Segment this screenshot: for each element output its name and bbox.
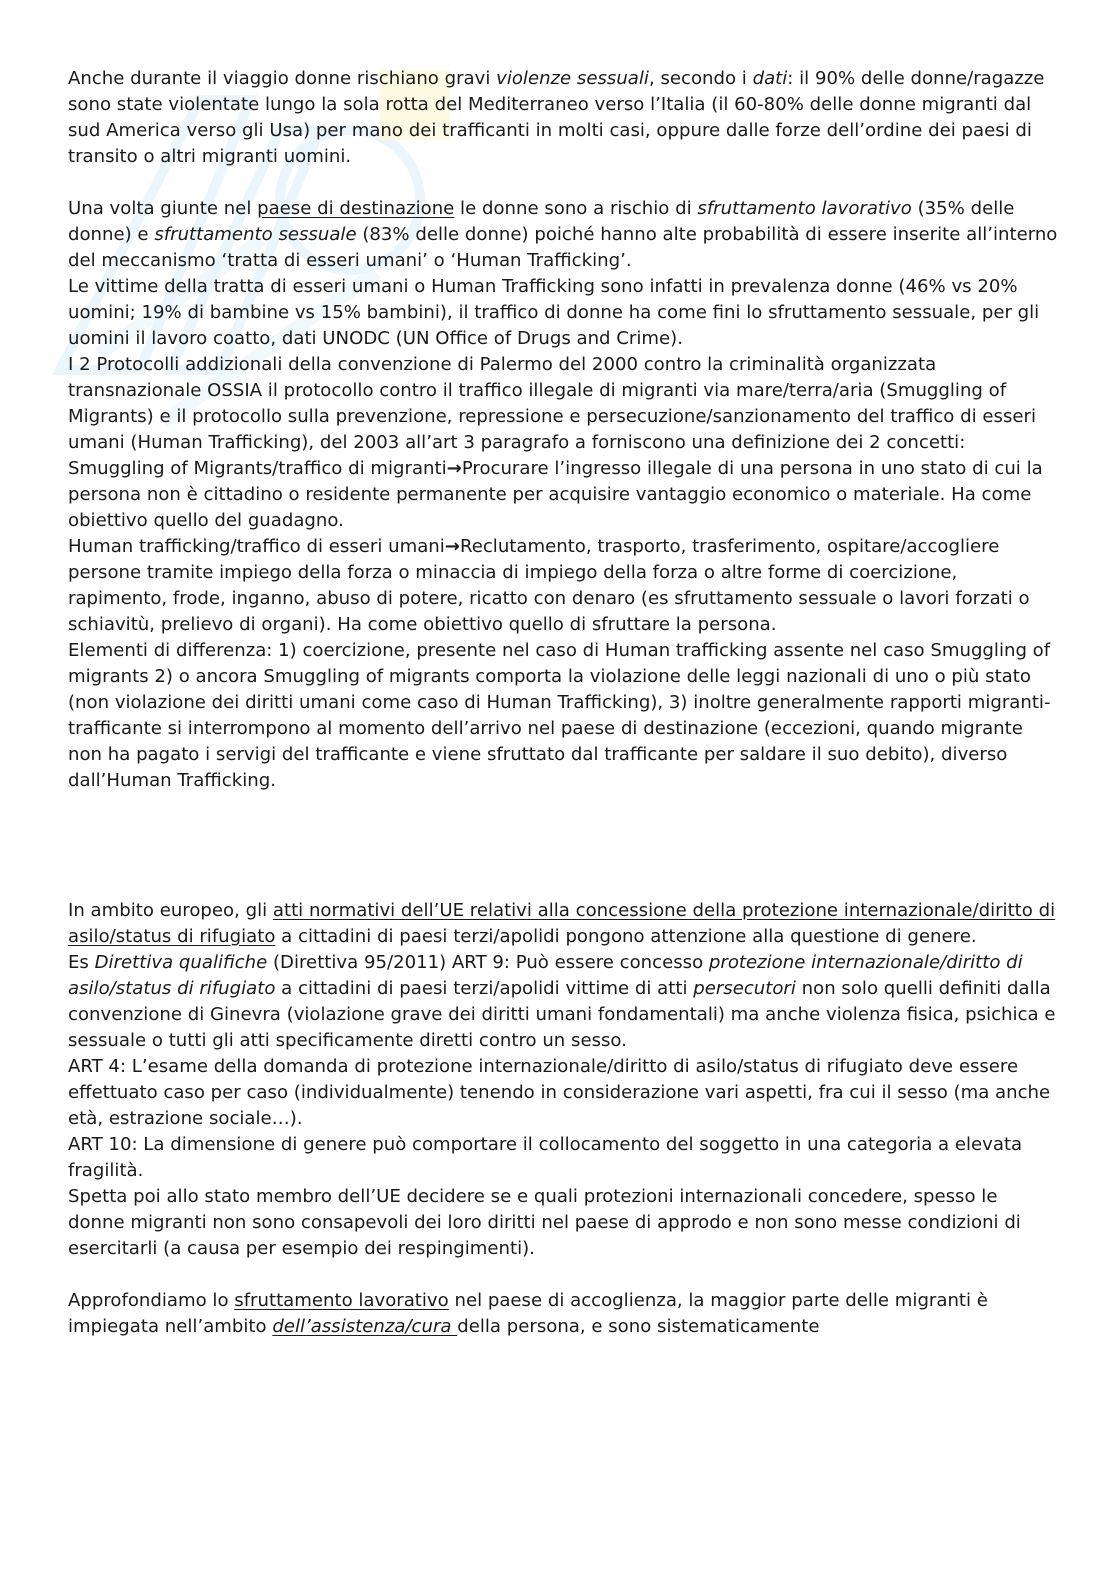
text-run-italic: protezione internazionale/diritto di asilo/status di rifugiato bbox=[68, 952, 1023, 999]
text-run-italic: violenze sessuali bbox=[496, 68, 649, 89]
text-run: : il 90% delle donne/ragazze sono state violentate lungo la sola rotta del Mediterraneo verso l’Italia (il 60-80% delle donne migranti dal sud America verso gli Usa) per mano dei trafficanti in molti casi, oppure dalle forze dell’ordine dei paesi di transito o altri migranti uomini. bbox=[68, 68, 1045, 167]
paragraph-art-10: ART 10: La dimensione di genere può comportare il collocamento del soggetto in una categoria a elevata fragilità. bbox=[68, 1134, 1023, 1181]
text-run: Una volta giunte nel bbox=[68, 198, 258, 219]
paragraph-destination-risks bbox=[68, 196, 1058, 274]
text-run: a cittadini di paesi terzi/apolidi pongono attenzione alla questione di genere. bbox=[275, 926, 977, 947]
text-run: a cittadini di paesi terzi/apolidi vittime di atti bbox=[275, 978, 694, 999]
text-run: della persona, e sono sistematicamente bbox=[457, 1316, 820, 1337]
text-run-underlined: atti normativi dell’UE relativi alla concessione della protezione internazionale/diritto di asilo/status di rifugiato bbox=[68, 900, 1056, 947]
paragraph-differences: Elementi di differenza: 1) coercizione, presente nel caso di Human trafficking assente nel caso Smuggling of migrants 2) o ancora Smuggling of migrants comporta la violazione delle leggi nazionali di uno o più stato (non violazione dei diritti umani come caso di Human Trafficking), 3) inoltre generalmente rapporti migranti-trafficante si interrompono al momento dell’arrivo nel paese di destinazione (eccezioni, quando migrante non ha pagato i servigi del trafficante e viene sfruttato dal trafficante per saldare il suo debito), diverso dall’Human Trafficking. bbox=[68, 640, 1051, 791]
paragraph-member-state: Spetta poi allo stato membro dell’UE decidere se e quali protezioni internazionali concedere, spesso le donne migranti non sono consapevoli dei loro diritti nel paese di approdo e non sono messe condizioni di esercitarli (a causa per esempio dei respingimenti). bbox=[68, 1186, 1021, 1259]
text-run: In ambito europeo, gli bbox=[68, 900, 273, 921]
text-run-italic: dati bbox=[752, 68, 788, 89]
text-run: non solo quelli definiti dalla convenzione di Ginevra (violazione grave dei diritti umani fondamentali) ma anche violenza fisica, psichica e sessuale o tutti gli atti specificamente diretti contro un sesso. bbox=[68, 978, 1056, 1051]
paragraph-trafficking-definition bbox=[68, 534, 1058, 638]
paragraph-smuggling-definition bbox=[68, 456, 1058, 534]
text-run: , secondo i bbox=[648, 68, 753, 89]
paragraph-palermo-protocols: I 2 Protocolli addizionali della convenzione di Palermo del 2000 contro la criminalità organizzata transnazionale OSSIA il protocollo contro il traffico illegale di migranti via mare/terra/aria (Smuggling of Migrants) e il protocollo sulla prevenzione, repressione e persecuzione/sanzionamento del traffico di esseri umani (Human Trafficking), del 2003 all’art 3 paragrafo a forniscono una definizione dei 2 concetti: bbox=[68, 354, 1036, 453]
text-run: Anche durante il viaggio donne rischiano gravi bbox=[68, 68, 497, 89]
text-run-italic: sfruttamento lavorativo bbox=[697, 198, 912, 219]
text-run: (Direttiva 95/2011) ART 9: Può essere concesso bbox=[267, 952, 709, 973]
text-run: nel paese di accoglienza, la maggior parte delle migranti è impiegata nell’ambito bbox=[68, 1290, 988, 1337]
text-run: Human trafficking/traffico di esseri umani bbox=[68, 536, 445, 557]
arrow-right-icon: → bbox=[444, 536, 460, 557]
paragraph-eu-acts bbox=[68, 898, 1058, 950]
text-run-underlined: paese di destinazione bbox=[257, 198, 455, 219]
spacer bbox=[68, 794, 1058, 898]
text-run: Es bbox=[68, 952, 95, 973]
paragraph-labour-exploitation bbox=[68, 1288, 1058, 1340]
paragraph-qualification-directive bbox=[68, 950, 1058, 1054]
text-run-italic-underlined: dell’assistenza/cura bbox=[272, 1316, 458, 1337]
text-run: Procurare l’ingresso illegale di una persona in uno stato di cui la persona non è cittadino o residente permanente per acquisire vantaggio economico o materiale. Ha come obiettivo quello del guadagno. bbox=[68, 458, 1043, 531]
arrow-right-icon: → bbox=[446, 458, 462, 479]
paragraph-travel-violence bbox=[68, 66, 1058, 170]
document-body bbox=[68, 66, 1058, 1340]
text-run: Approfondiamo lo bbox=[68, 1290, 235, 1311]
text-run-underlined: sfruttamento lavorativo bbox=[234, 1290, 449, 1311]
text-run: le donne sono a rischio di bbox=[454, 198, 698, 219]
spacer bbox=[68, 1262, 1058, 1288]
paragraph-art-4: ART 4: L’esame della domanda di protezione internazionale/diritto di asilo/status di rifugiato deve essere effettuato caso per caso (individualmente) tenendo in considerazione vari aspetti, fra cui il sesso (ma anche età, estrazione sociale…). bbox=[68, 1056, 1051, 1129]
text-run-italic: persecutori bbox=[693, 978, 796, 999]
text-run-italic: sfruttamento sessuale bbox=[154, 224, 357, 245]
spacer bbox=[68, 170, 1058, 196]
paragraph-trafficking-victims: Le vittime della tratta di esseri umani o Human Trafficking sono infatti in prevalenza donne (46% vs 20% uomini; 19% di bambine vs 15% bambini), il traffico di donne ha come fini lo sfruttamento sessuale, per gli uomini il lavoro coatto, dati UNODC (UN Office of Drugs and Crime). bbox=[68, 276, 1040, 349]
text-run: Smuggling of Migrants/traffico di migranti bbox=[68, 458, 447, 479]
text-run: (35% delle donne) e bbox=[68, 198, 1015, 245]
text-run: (83% delle donne) poiché hanno alte probabilità di essere inserite all’interno del meccanismo ‘tratta di esseri umani’ o ‘Human Trafficking’. bbox=[68, 224, 1058, 271]
text-run-italic: Direttiva qualifiche bbox=[94, 952, 268, 973]
text-run: Reclutamento, trasporto, trasferimento, ospitare/accogliere persone tramite impiego della forza o minaccia di impiego della forza o altre forme di coercizione, rapimento, frode, inganno, abuso di potere, ricatto con denaro (es sfruttamento sessuale o lavori forzati o schiavitù, prelievo di organi). Ha come obiettivo quello di sfruttare la persona. bbox=[68, 536, 1030, 635]
